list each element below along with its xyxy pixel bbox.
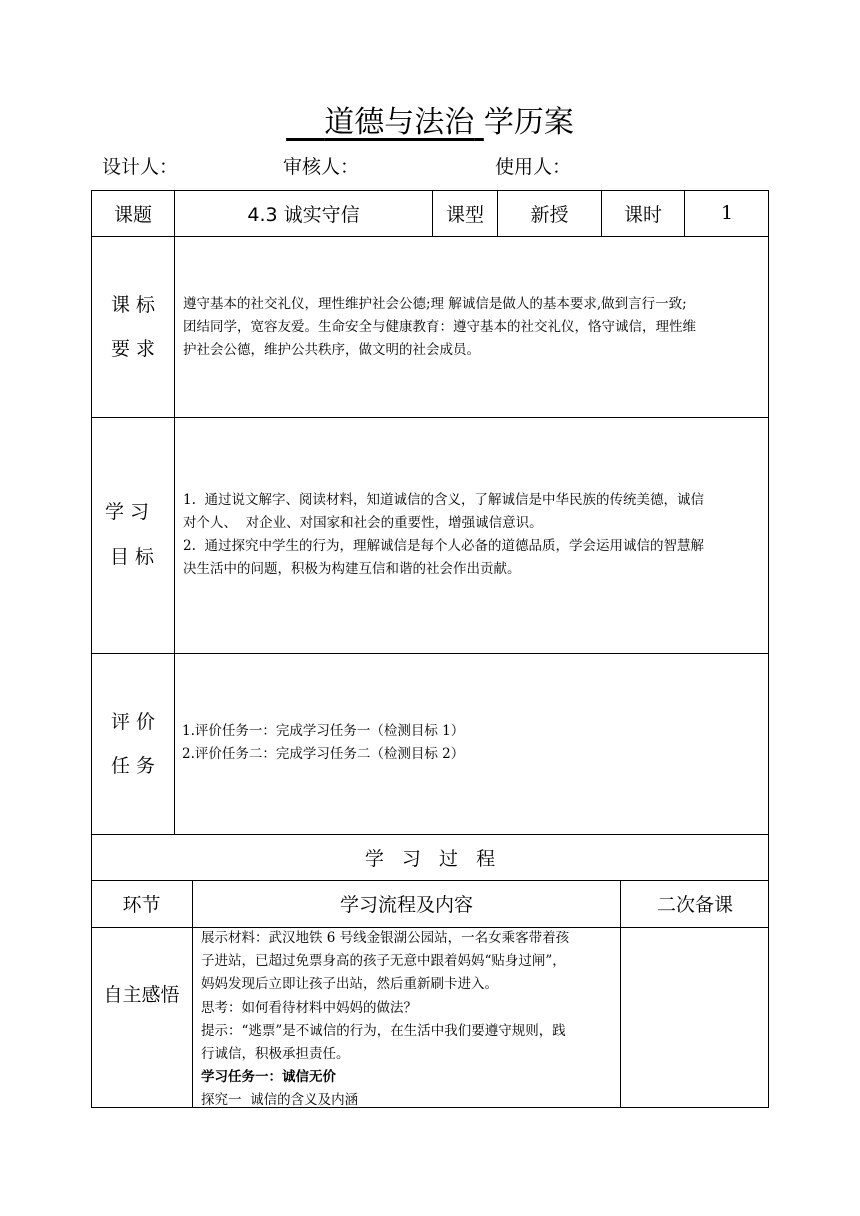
row-divider: [91, 236, 769, 237]
hours-label: 课时: [623, 203, 662, 226]
process-line: 思考：如何看待材料中妈妈的做法？: [201, 999, 417, 1016]
type-label: 课型: [445, 203, 484, 226]
standards-line: 护社会公德，维护公共秩序，做文明的社会成员。: [183, 342, 480, 358]
standards-line: 团结同学，宽容友爱。生命安全与健康教育：遵守基本的社交礼仪，恪守诚信，理性维: [183, 319, 696, 335]
objectives-line: 对个人、 对企业、对国家和社会的重要性，增强诚信意识。: [183, 515, 543, 531]
task-title: 学习任务一：诚信无价: [201, 1069, 336, 1086]
user-label: 使用人：: [495, 156, 572, 178]
reviewer-label: 审核人：: [283, 156, 360, 178]
topic-value: 4.3 诚实守信: [247, 203, 360, 226]
col-header-notes: 二次备课: [656, 894, 733, 916]
objectives-label-line1: 学 习: [104, 501, 150, 523]
objectives-line: 决生活中的问题，积极为构建互信和谐的社会作出贡献。: [183, 561, 521, 577]
evaluation-line: 1.评价任务一：完成学习任务一（检测目标 1）: [182, 723, 465, 739]
col-header-content: 学习流程及内容: [339, 894, 473, 916]
process-line: 妈妈发现后立即让孩子出站，然后重新刷卡进入。: [201, 976, 498, 993]
stage-name: 自主感悟: [103, 984, 180, 1006]
inquiry-line: 探究一 诚信的含义及内涵: [201, 1092, 359, 1109]
col-divider: [174, 190, 175, 834]
objectives-line: 2. 通过探究中学生的行为，理解诚信是每个人必备的道德品质，学会运用诚信的智慧解: [183, 538, 704, 554]
objectives-line: 1. 通过说文解字、阅读材料，知道诚信的含义，了解诚信是中华民族的传统美德，诚信: [183, 492, 704, 508]
row-divider: [91, 653, 769, 654]
process-line: 提示：“逃票”是不诚信的行为，在生活中我们要遵守规则，践: [201, 1022, 566, 1039]
objectives-label-line2: 目 标: [109, 546, 155, 568]
evaluation-line: 2.评价任务二：完成学习任务二（检测目标 2）: [182, 746, 465, 762]
evaluation-label-line2: 任 务: [110, 755, 156, 777]
page-title: [0, 101, 860, 145]
standards-label-line1: 课 标: [110, 294, 156, 316]
standards-label-line2: 要 求: [110, 338, 156, 360]
type-value: 新授: [530, 203, 569, 226]
evaluation-label-line1: 评 价: [110, 711, 156, 733]
process-line: 行诚信，积极承担责任。: [201, 1046, 350, 1063]
designer-label: 设计人：: [102, 156, 179, 178]
process-content: [201, 927, 613, 1113]
title-rest: 学历案: [483, 105, 574, 140]
topic-label: 课题: [113, 203, 152, 226]
col-header-stage: 环节: [122, 894, 161, 916]
hours-value: 1: [720, 202, 734, 224]
standards-text: [183, 293, 761, 362]
process-line: 展示材料：武汉地铁 6 号线金银湖公园站，一名女乘客带着孩: [201, 930, 570, 946]
title-subject: 道德与法治: [324, 105, 475, 140]
objectives-text: [183, 489, 761, 581]
row-divider: [91, 417, 769, 418]
evaluation-text: [182, 720, 760, 766]
process-line: 子进站，已超过免票身高的孩子无意中跟着妈妈“贴身过闸”，: [201, 953, 566, 970]
process-title: 学 习 过 程: [364, 847, 496, 870]
standards-line: 遵守基本的社交礼仪，理性维护社会公德;理 解诚信是做人的基本要求,做到言行一致;: [183, 296, 687, 312]
